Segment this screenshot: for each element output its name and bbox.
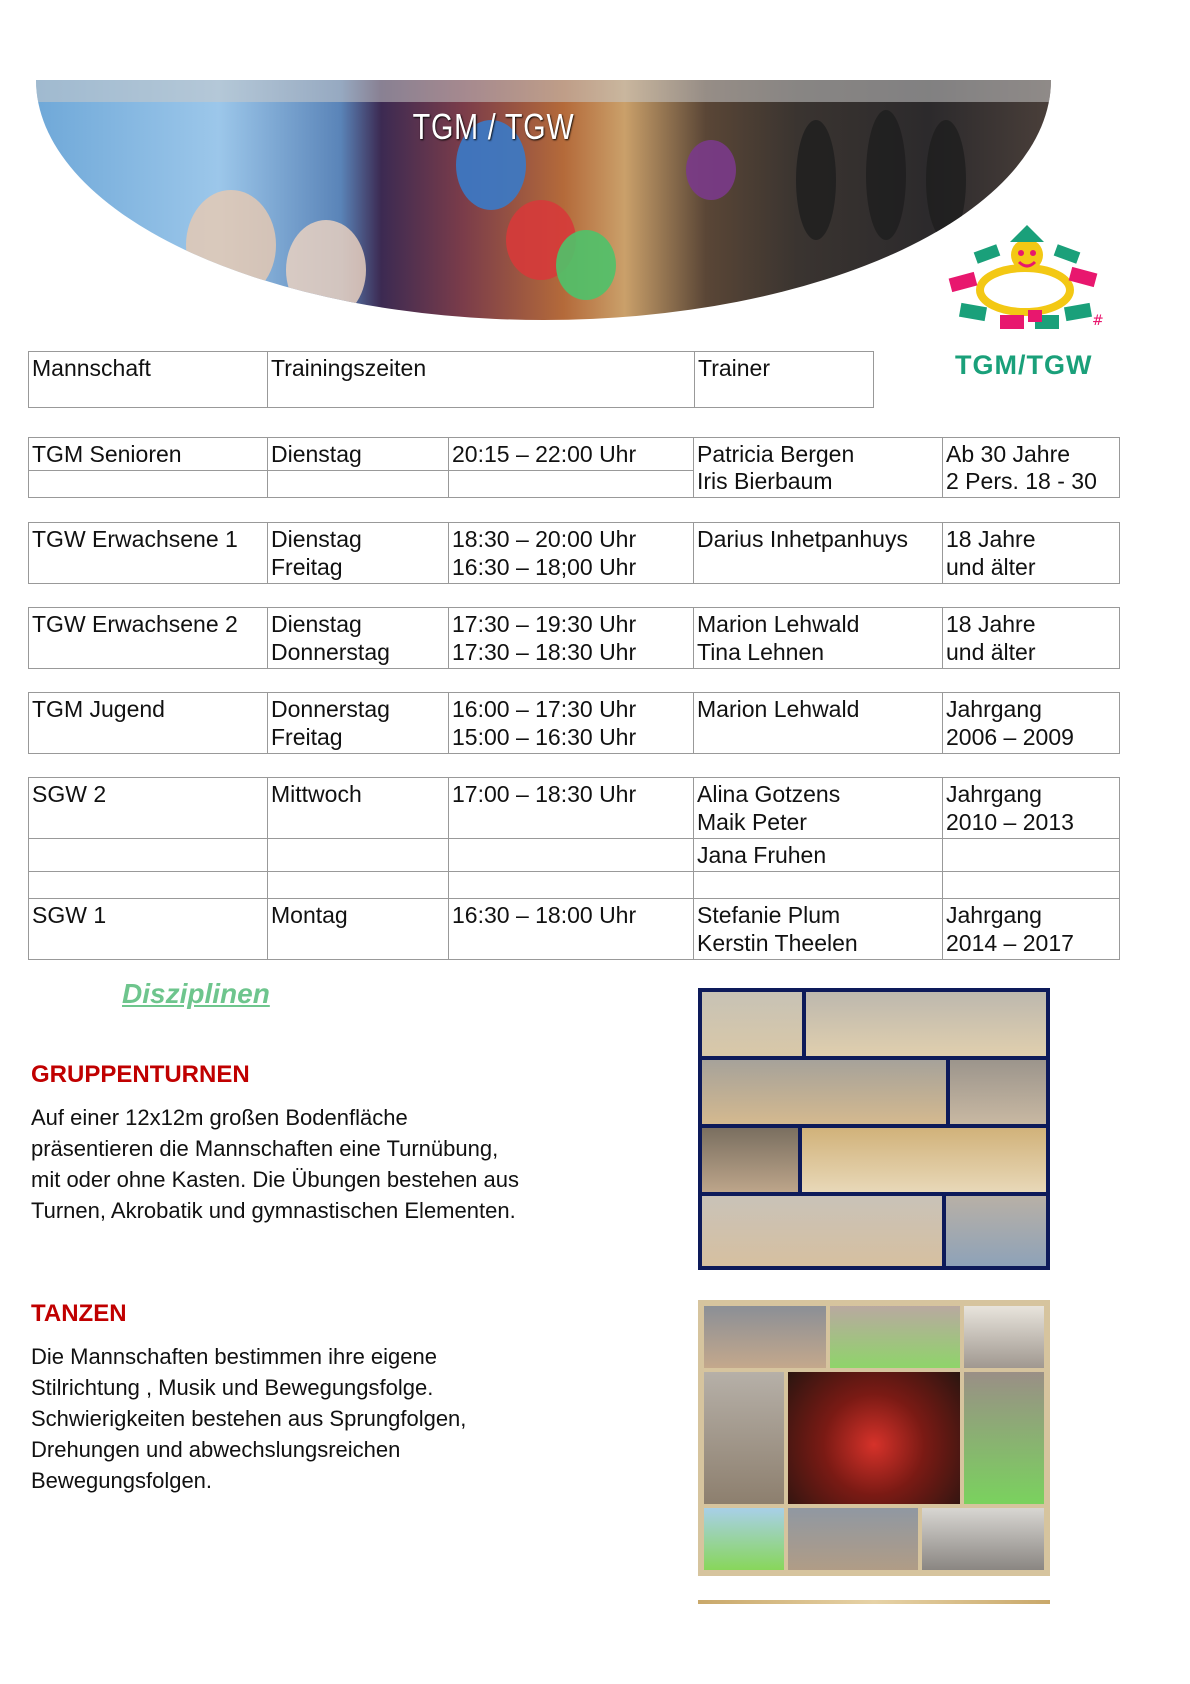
disziplinen-heading: Disziplinen bbox=[122, 978, 270, 1009]
banner-strip bbox=[36, 80, 1051, 102]
schedule-group-sgw bbox=[28, 777, 1120, 960]
time-cell: 20:15 – 22:00 Uhr bbox=[449, 438, 694, 471]
day-cell: Dienstag Freitag bbox=[268, 523, 449, 584]
trainer-cell: Darius Inhetpanhuys bbox=[694, 523, 943, 584]
age-cell: 2 Pers. 18 - 30 bbox=[943, 465, 1120, 498]
collage-photo bbox=[704, 1372, 784, 1504]
time-cell: 17:00 – 18:30 Uhr bbox=[449, 778, 694, 839]
day-cell: Dienstag Donnerstag bbox=[268, 608, 449, 669]
team-cell: TGM Jugend bbox=[29, 693, 268, 754]
day-cell bbox=[268, 465, 449, 498]
collage-photo bbox=[964, 1306, 1044, 1368]
collage-photo bbox=[830, 1306, 960, 1368]
time-cell bbox=[449, 465, 694, 498]
empty-cell bbox=[449, 872, 694, 899]
collage-photo bbox=[704, 1306, 826, 1368]
collage-photo bbox=[806, 992, 1046, 1056]
day-cell: Montag bbox=[268, 899, 449, 960]
age-cell bbox=[943, 839, 1120, 872]
empty-cell bbox=[29, 872, 268, 899]
age-cell: 18 Jahre und älter bbox=[943, 523, 1120, 584]
team-cell: TGM Senioren bbox=[29, 438, 268, 471]
team-cell: TGW Erwachsene 1 bbox=[29, 523, 268, 584]
time-cell: 17:30 – 19:30 Uhr 17:30 – 18:30 Uhr bbox=[449, 608, 694, 669]
team-cell: SGW 2 bbox=[29, 778, 268, 839]
collage-photo bbox=[702, 992, 802, 1056]
trainer-cell: Jana Fruhen bbox=[694, 839, 943, 872]
trainer-cell: Patricia Bergen bbox=[694, 438, 943, 471]
svg-text:#: # bbox=[1092, 313, 1104, 329]
header-banner-image bbox=[36, 80, 1051, 320]
empty-cell bbox=[449, 839, 694, 872]
empty-cell bbox=[943, 872, 1120, 899]
collage-photo bbox=[964, 1372, 1044, 1504]
tanzen-photo-collage bbox=[698, 1300, 1050, 1576]
collage-photo bbox=[946, 1196, 1046, 1266]
collage-photo bbox=[788, 1508, 918, 1570]
team-cell: TGW Erwachsene 2 bbox=[29, 608, 268, 669]
trainer-cell: Marion Lehwald bbox=[694, 693, 943, 754]
header-trainer: Trainer bbox=[695, 352, 874, 408]
day-cell: Dienstag bbox=[268, 438, 449, 471]
team-cell bbox=[29, 465, 268, 498]
header-times: Trainingszeiten bbox=[268, 352, 695, 408]
banner-figure bbox=[286, 220, 366, 320]
team-cell: SGW 1 bbox=[29, 899, 268, 960]
banner-figure bbox=[686, 140, 736, 200]
schedule-header-table bbox=[28, 351, 874, 408]
time-cell: 16:00 – 17:30 Uhr 15:00 – 16:30 Uhr bbox=[449, 693, 694, 754]
empty-cell bbox=[268, 872, 449, 899]
age-cell: Ab 30 Jahre bbox=[943, 438, 1120, 471]
banner-title: TGM / TGW bbox=[412, 106, 575, 147]
collage-photo bbox=[788, 1372, 960, 1504]
empty-cell bbox=[29, 839, 268, 872]
schedule-group-tgw-erwachsene-2 bbox=[28, 607, 1120, 669]
age-cell: 18 Jahre und älter bbox=[943, 608, 1120, 669]
schedule-group-tgm-jugend bbox=[28, 692, 1120, 754]
header-team: Mannschaft bbox=[29, 352, 268, 408]
banner-figure bbox=[556, 230, 616, 300]
decorative-line bbox=[698, 1600, 1050, 1604]
time-cell: 16:30 – 18:00 Uhr bbox=[449, 899, 694, 960]
gruppenturnen-heading: GRUPPENTURNEN bbox=[31, 1061, 250, 1088]
trainer-cell: Iris Bierbaum bbox=[694, 465, 943, 498]
collage-photo bbox=[702, 1128, 798, 1192]
collage-photo bbox=[802, 1128, 1046, 1192]
gruppenturnen-text: Auf einer 12x12m großen Bodenfläche präsentieren die Mannschaften eine Turnübung, mit oder ohne Kasten. Die Übungen bestehen aus Turnen, Akrobatik und gymnastischen Elementen. bbox=[31, 1105, 519, 1223]
logo-text: TGM/TGW bbox=[955, 350, 1093, 380]
age-cell: Jahrgang 2010 – 2013 bbox=[943, 778, 1120, 839]
trainer-cell: Marion Lehwald Tina Lehnen bbox=[694, 608, 943, 669]
collage-photo bbox=[702, 1196, 942, 1266]
empty-cell bbox=[268, 839, 449, 872]
schedule-group-tgw-erwachsene-1 bbox=[28, 522, 1120, 584]
banner-figure bbox=[186, 190, 276, 300]
gruppenturnen-photo-collage bbox=[698, 988, 1050, 1270]
collage-photo bbox=[704, 1508, 784, 1570]
schedule-group-tgm-senioren-2 bbox=[28, 465, 1120, 498]
collage-photo bbox=[922, 1508, 1044, 1570]
collage-photo bbox=[702, 1060, 946, 1124]
day-cell: Mittwoch bbox=[268, 778, 449, 839]
tanzen-heading: TANZEN bbox=[31, 1300, 127, 1327]
collage-photo bbox=[950, 1060, 1046, 1124]
tanzen-text: Die Mannschaften bestimmen ihre eigene Stilrichtung , Musik und Bewegungsfolge. Schwierigkeiten bestehen aus Sprungfolgen, Drehungen und abwechslungsreichen Bewegungsfolgen. bbox=[31, 1344, 467, 1493]
age-cell: Jahrgang 2014 – 2017 bbox=[943, 899, 1120, 960]
day-cell: Donnerstag Freitag bbox=[268, 693, 449, 754]
age-cell: Jahrgang 2006 – 2009 bbox=[943, 693, 1120, 754]
trainer-cell: Stefanie Plum Kerstin Theelen bbox=[694, 899, 943, 960]
empty-cell bbox=[694, 872, 943, 899]
time-cell: 18:30 – 20:00 Uhr 16:30 – 18;00 Uhr bbox=[449, 523, 694, 584]
trainer-cell: Alina Gotzens Maik Peter bbox=[694, 778, 943, 839]
